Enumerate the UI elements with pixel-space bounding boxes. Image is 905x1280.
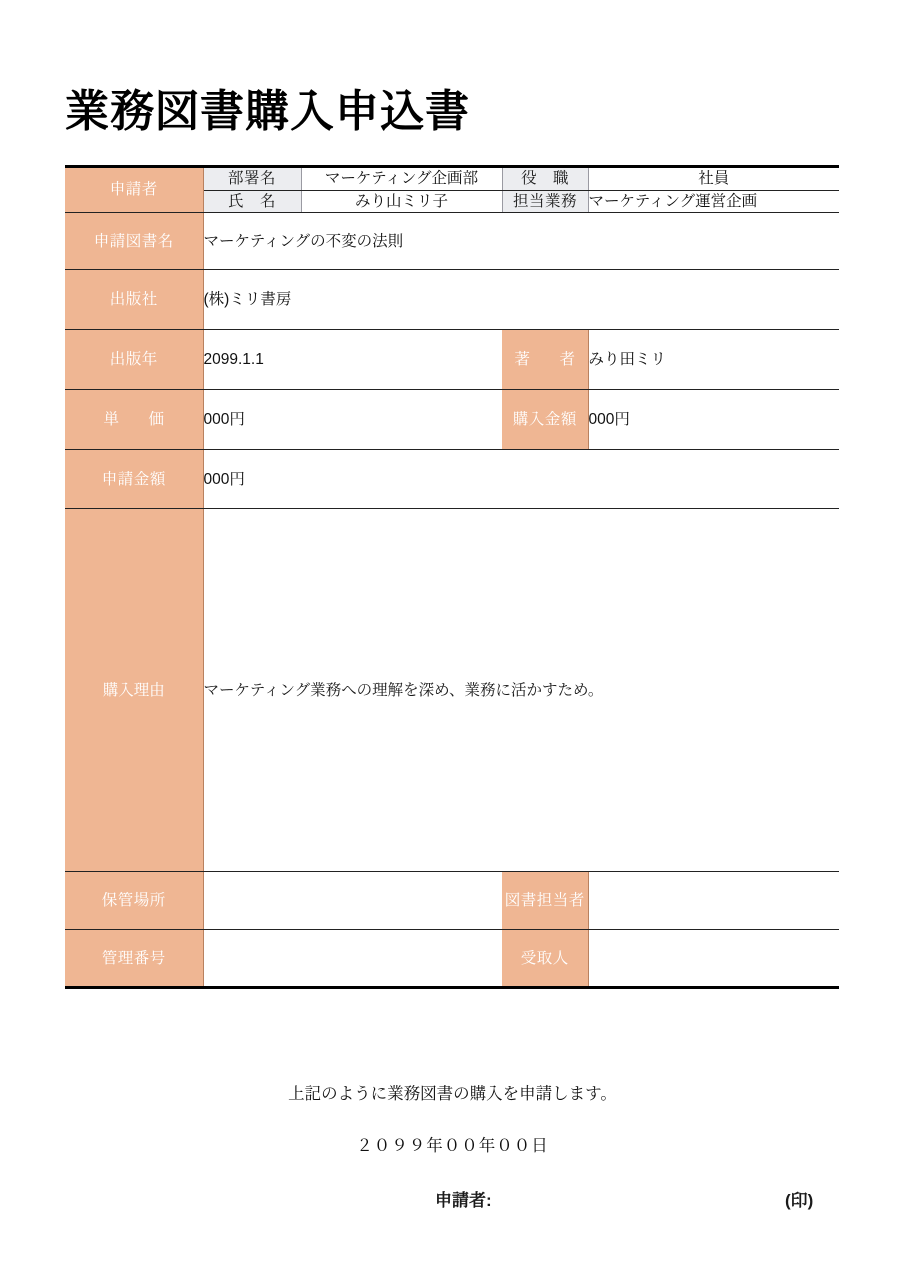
value-duty[interactable]: マーケティング運営企画 (588, 190, 839, 213)
label-application-amount: 申請金額 (65, 450, 203, 509)
label-publication-year: 出版年 (65, 330, 203, 390)
footer-block (0, 1080, 905, 1212)
value-receiver[interactable] (588, 930, 839, 988)
value-application-amount[interactable]: 000円 (203, 450, 839, 509)
table-row-book-title (65, 213, 839, 270)
label-book-title: 申請図書名 (65, 213, 203, 270)
value-department[interactable]: マーケティング企画部 (301, 167, 502, 191)
signature-row (0, 1186, 905, 1212)
footer-date: ２０９９年００年００日 (356, 1137, 549, 1155)
value-purchase-reason[interactable]: マーケティング業務への理解を深め、業務に活かすため。 (203, 509, 839, 872)
label-author: 著 者 (502, 330, 588, 390)
signature-label: 申請者: (435, 1191, 492, 1210)
label-publisher: 出版社 (65, 270, 203, 330)
value-control-number[interactable] (203, 930, 502, 988)
table-row-publication-year (65, 330, 839, 390)
table-row-publisher (65, 270, 839, 330)
label-book-manager: 図書担当者 (502, 872, 588, 930)
table-row-control-number (65, 930, 839, 988)
table-row-applicant-department (65, 167, 839, 191)
label-applicant-group: 申請者 (65, 167, 203, 213)
label-purchase-amount: 購入金額 (502, 390, 588, 450)
label-receiver: 受取人 (502, 930, 588, 988)
value-publication-year[interactable]: 2099.1.1 (203, 330, 502, 390)
value-book-title[interactable]: マーケティングの不変の法則 (203, 213, 839, 270)
table-row-application-amount (65, 450, 839, 509)
purchase-request-table (65, 165, 839, 989)
value-unit-price[interactable]: 000円 (203, 390, 502, 450)
label-position: 役 職 (502, 167, 588, 191)
value-position[interactable]: 社員 (588, 167, 839, 191)
table-row-purchase-reason (65, 509, 839, 872)
page-title: 業務図書購入申込書 (65, 87, 470, 136)
label-unit-price: 単 価 (65, 390, 203, 450)
value-purchase-amount[interactable]: 000円 (588, 390, 839, 450)
label-control-number: 管理番号 (65, 930, 203, 988)
label-duty: 担当業務 (502, 190, 588, 213)
value-book-manager[interactable] (588, 872, 839, 930)
footer-statement: 上記のように業務図書の購入を申請します。 (288, 1085, 617, 1103)
table-row-storage-location (65, 872, 839, 930)
table-row-unit-price (65, 390, 839, 450)
seal-mark: (印) (785, 1191, 814, 1210)
value-author[interactable]: みり田ミリ (588, 330, 839, 390)
label-department: 部署名 (203, 167, 301, 191)
label-name: 氏 名 (203, 190, 301, 213)
value-publisher[interactable]: (株)ミリ書房 (203, 270, 839, 330)
label-storage-location: 保管場所 (65, 872, 203, 930)
value-storage-location[interactable] (203, 872, 502, 930)
value-name[interactable]: みり山ミリ子 (301, 190, 502, 213)
label-purchase-reason: 購入理由 (65, 509, 203, 872)
